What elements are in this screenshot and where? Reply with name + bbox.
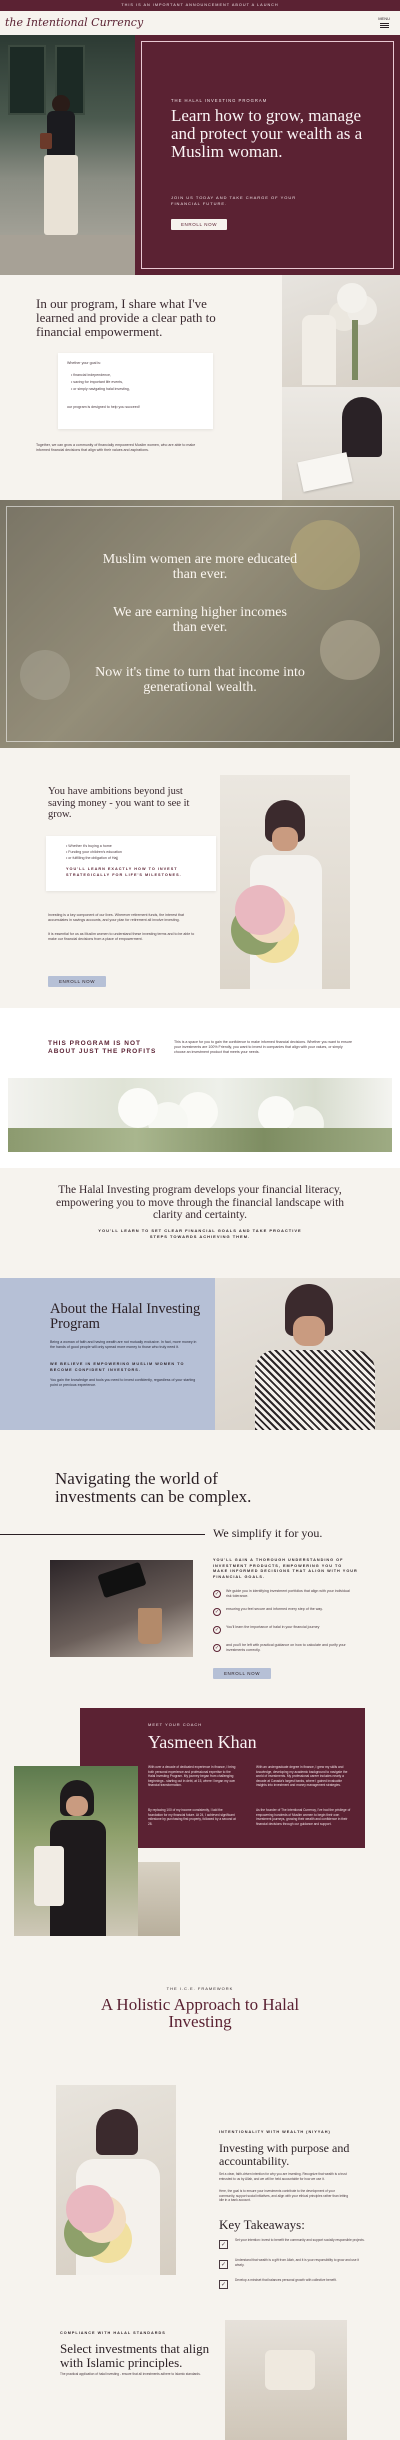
coach-eyebrow: MEET YOUR COACH [148, 1722, 203, 1727]
ambitions-title: You have ambitions beyond just saving money - you want to see it grow. [48, 786, 190, 820]
coach-bio: By replacing 100 of my income consistently, I laid the foundation for my financial future. At 24, I achieved significant milestone by purchasing first property, followed by a second at 28. [148, 1808, 236, 1826]
compliance-title: Select investments that align with Islamic principles. [60, 2341, 210, 2370]
check-circle-icon: ✓ [214, 1645, 220, 1651]
flower-stem [352, 320, 358, 380]
about-highlight: WE BELIEVE IN EMPOWERING MUSLIM WOMEN TO BECOME CONFIDENT INVESTORS. [50, 1362, 185, 1372]
about-body: Being a woman of faith and having wealth are not mutually exclusive. In fact, more money in the hands of good people will only spread more money to those who truly need it. [50, 1340, 197, 1349]
announcement-bar [0, 0, 400, 11]
checkbox-icon: ✓ [220, 2281, 227, 2288]
ambitions-enroll-button[interactable]: ENROLL NOW [48, 976, 106, 987]
bouquet [66, 2185, 114, 2233]
coach-photo-detail [138, 1862, 180, 1936]
phone-coffee-photo [50, 1560, 193, 1657]
intro-title: In our program, I share what I've learned and provide a clear path to financial empowerment. [36, 296, 216, 339]
hero-title: Learn how to grow, manage and protect your wealth as a Muslim woman. [171, 106, 363, 161]
framework-eyebrow: THE I.C.E. FRAMEWORK [166, 1986, 234, 1991]
not-about-body: This is a space for you to gain the confidence to make informed financial decisions. Whether you want to ensure your investments are 100% Friendly, you want to invest in companies that align with your values, or simply choose an investment product that meets your needs. [174, 1040, 352, 1054]
simplify-heading: We simplify it for you. [213, 1526, 323, 1540]
bouquet [235, 885, 285, 935]
coach-bio: With over a decade of dedicated experience in finance, I bring both personal experience and professional expertise to the Halal Investing Program. My journey began from challenging beginnings - starting out in debt, at 15, where I began my own financial transformation. [148, 1765, 236, 1788]
navigating-enroll-button[interactable]: ENROLL NOW [213, 1668, 271, 1679]
goals-item: • or simply navigating halal investing, [71, 387, 130, 391]
woman-face [293, 1316, 325, 1346]
woman-face [272, 827, 298, 851]
navigating-title: Navigating the world of investments can be complex. [55, 1469, 252, 1506]
brand-logo[interactable]: the Intentional Currency [5, 16, 144, 29]
iced-coffee [138, 1608, 162, 1644]
stats-section [0, 500, 400, 748]
window-frame [8, 45, 46, 115]
sidewalk [0, 235, 135, 275]
white-flowers-banner [8, 1078, 392, 1152]
divider-line [0, 1534, 205, 1535]
coach-portrait-lace [215, 1278, 400, 1430]
purpose-title: Investing with purpose and accountability. [219, 2141, 350, 2168]
framework-heading [0, 1980, 400, 2050]
milestone-item: • Whether it's buying a home [66, 844, 112, 848]
goals-item: • saving for important life events, [71, 380, 124, 384]
hamburger-icon [378, 23, 390, 28]
flowers-photo [282, 275, 400, 387]
not-about-section [0, 1008, 400, 1168]
ambitions-body: It is essential for us as Muslim women to understand these investing terms and to be able to make our financial decisions from a place of empowerment. [48, 932, 195, 941]
hero-eyebrow: THE HALAL INVESTING PROGRAM [171, 98, 268, 103]
woman-figure-trousers [44, 155, 78, 235]
develops-title: The Halal Investing program develops your financial literacy, empowering you to move through the financial landscape with clarity and certainty. [55, 1184, 345, 1221]
navigating-item: We guide you in identifying investment portfolios that align with your individual risk tolerance. [226, 1589, 350, 1598]
compliance-body: The practical application of halal investing - ensure that all investments adhere to Islamic standards. [60, 2372, 201, 2376]
purpose-body: Set a clear, faith-driven intention for why you are investing. Recognize that wealth is a trust entrusted to us by Allah, and we will be held accountable for how we use it. [219, 2172, 347, 2181]
woman-face [66, 1796, 88, 1816]
develops-subtitle: YOU'LL LEARN TO SET CLEAR FINANCIAL GOALS AND TAKE PROACTIVE STEPS TOWARDS ACHIEVING THEM. [98, 1228, 302, 1239]
takeaways-list [215, 2238, 380, 2298]
navigating-section [0, 1430, 400, 1750]
checkbox-icon: ✓ [220, 2241, 227, 2248]
about-body: You gain the knowledge and tools you need to invest confidently, regardless of your starting point or previous experience. [50, 1378, 196, 1387]
about-panel [0, 1278, 215, 1430]
not-about-title: THIS PROGRAM IS NOT ABOUT JUST THE PROFITS [48, 1040, 157, 1055]
intro-section [0, 275, 282, 500]
hero-enroll-button[interactable]: ENROLL NOW [171, 219, 227, 230]
goals-card [58, 353, 213, 429]
magazine [297, 452, 352, 492]
hero-subtitle: JOIN US TODAY AND TAKE CHARGE OF YOUR FINANCIAL FUTURE. [171, 195, 297, 206]
white-cup [265, 2350, 315, 2390]
purpose-eyebrow: INTENTIONALITY WITH WEALTH (NIYYAH) [219, 2130, 331, 2134]
reading-photo [282, 387, 400, 500]
checkbox-icon: ✓ [220, 2261, 227, 2268]
woman-turban [96, 2109, 138, 2155]
key-takeaways-title: Key Takeaways: [219, 2217, 305, 2232]
woman-hijab [342, 397, 382, 457]
ambitions-body: Investing is a key component of our lives. Wherever retirement funds, the interest that accumulates in savings accounts, and your plan for retirement all involve investing. [48, 913, 185, 922]
check-circle-icon: ✓ [214, 1591, 220, 1597]
hero-photo [0, 35, 135, 275]
compliance-section [0, 2310, 400, 2440]
announcement-text: THIS IS AN IMPORTANT ANNOUNCEMENT ABOUT A LAUNCH [121, 3, 279, 7]
coach-name: Yasmeen Khan [148, 1732, 257, 1752]
navigating-lead: YOU'LL GAIN A THOROUGH UNDERSTANDING OF INVESTMENT PRODUCTS, EMPOWERING YOU TO MAKE INFORMED DECISIONS THAT ALIGN WITH YOUR FINANCIAL GOALS. [213, 1558, 358, 1579]
milestone-item: • or fulfilling the obligation of Hajj [66, 856, 119, 860]
woman-white-dress [302, 315, 336, 385]
milestones-cta-text: YOU'LL LEARN EXACTLY HOW TO INVEST STRATEGICALLY FOR LIFE'S MILESTONES. [66, 867, 182, 877]
stat-line: Now it's time to turn that income into generational wealth. [95, 665, 305, 695]
lace-top [255, 1350, 375, 1430]
about-title: About the Halal Investing Program [50, 1301, 201, 1332]
milestones-card [46, 836, 216, 891]
white-flowers-bunch [34, 1846, 64, 1906]
develops-section [0, 1168, 400, 1278]
goals-item: • financial independence, [71, 373, 112, 377]
white-flower [337, 283, 367, 313]
intro-body: Together, we can grow a community of financially empowered Muslim women, who are able to make informed financial decisions that align with their values and aspirations. [36, 443, 196, 452]
stat-line: Muslim women are more educated than ever. [102, 552, 298, 582]
menu-button[interactable] [378, 16, 390, 29]
compliance-photo [225, 2320, 347, 2440]
white-flower [258, 1096, 294, 1132]
compliance-eyebrow: COMPLIANCE WITH HALAL STANDARDS [60, 2331, 166, 2335]
bouquet-portrait [220, 775, 350, 989]
navigating-item: and you'll be left with practical guidance on how to calculate and purify your investments correctly. [226, 1643, 346, 1652]
greenery [8, 1128, 392, 1152]
stat-line: We are earning higher incomes than ever. [113, 605, 287, 635]
takeaway-item: Develop a mindset that balances personal growth with collective benefit. [235, 2278, 337, 2282]
hero-panel [135, 35, 400, 275]
menu-label: MENU [378, 16, 390, 21]
purpose-body: Here, the goal is to ensure your investments contribute to the development of your community, support social initiatives, and align with your ethical principles rather than letting idle in a bank account. [219, 2189, 349, 2202]
check-circle-icon: ✓ [214, 1609, 220, 1615]
coach-bio: As the founder of The Intentional Currency, I've had the privilege of empowering hundreds of Muslim women to begin their own investment journeys, growing their wealth and confidence in their financial decisions through our guidance and support. [256, 1808, 351, 1826]
coach-photo [14, 1766, 138, 1936]
navigating-item: You'll learn the importance of halal in your financial journey [226, 1625, 320, 1629]
purpose-portrait [56, 2085, 176, 2275]
handbag [40, 133, 52, 149]
site-header [0, 11, 400, 35]
takeaway-item: Set your intention: invest to benefit the community and support socially responsible projects. [235, 2238, 365, 2242]
goals-card-foot: our program is designed to help you succeed! [67, 405, 140, 409]
coach-bio: With an undergraduate degree in finance, I grew my skills and knowledge, developing my academic background to navigate the world of investments. My professional career includes nearly a decade at Canada's largest banks, where I gained invaluable insights into investment and money management strategies. [256, 1765, 348, 1788]
white-flower [118, 1088, 158, 1128]
phone [97, 1562, 146, 1598]
goals-card-lead: Whether your goal is: [67, 361, 101, 365]
check-circle-icon: ✓ [214, 1627, 220, 1633]
milestone-item: • Funding your children's education [66, 850, 122, 854]
takeaway-item: Understand that wealth is a gift from Allah, and it is your responsibility to grow and use it wisely. [235, 2258, 360, 2267]
framework-title: A Holistic Approach to Halal Investing [100, 1995, 300, 2031]
navigating-item: ensuring you feel secure and informed every step of the way. [226, 1607, 323, 1611]
